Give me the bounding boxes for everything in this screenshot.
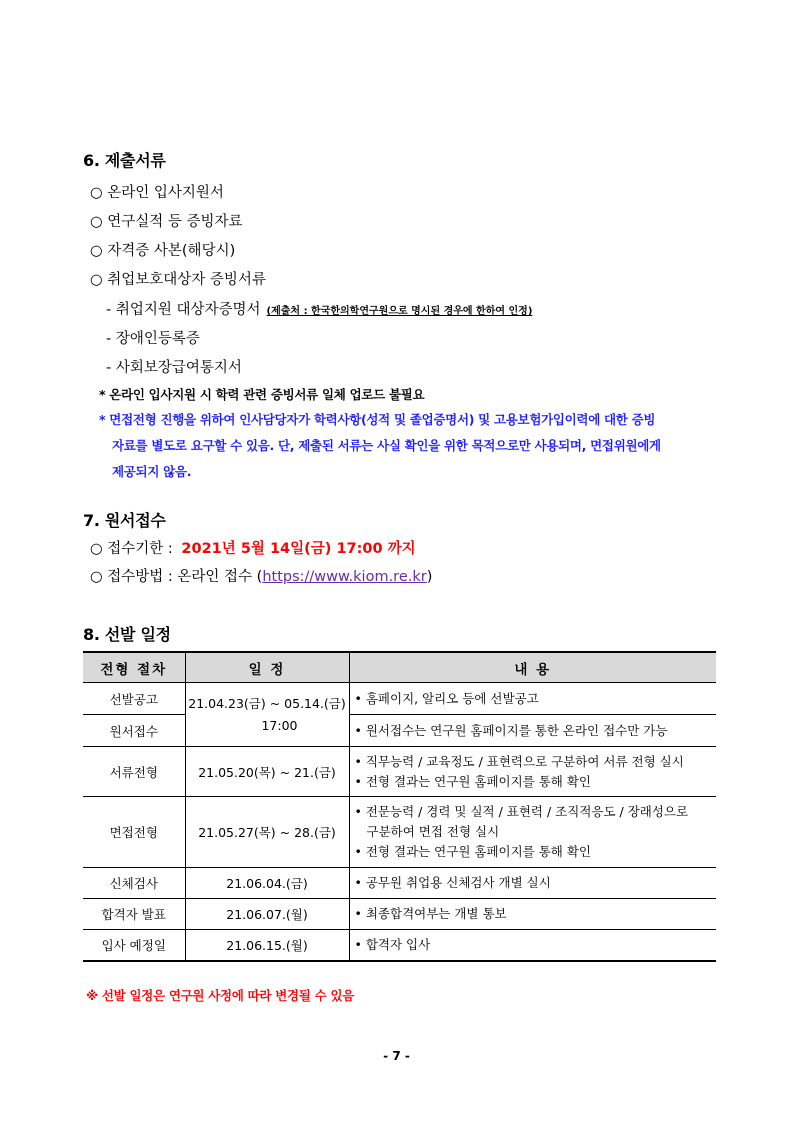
content-cell [349,899,716,930]
application-period-value: 2021년 5월 14일(금) 17:00 까지 [181,541,416,557]
page-number: - 7 - [383,1049,410,1063]
table-row [83,899,716,930]
table-row [83,715,716,747]
date-line: 21.04.23(금) ~ 05.14.(금) [188,695,346,711]
subitem-certificate-note: (제출처 : 한국한의학연구원으로 명시된 경우에 한하여 인정) [266,306,533,317]
date-cell: 21.06.15.(월) [185,930,349,961]
content-line: • 전형 결과는 연구원 홈페이지를 통해 확인 [354,844,591,859]
application-period-label: ○ 접수기한 : [90,541,173,557]
content-line: • 합격자 입사 [354,936,431,952]
submission-item-research: ○ 연구실적 등 증빙자료 [90,214,243,230]
note-interview-line1: * 면접전형 진행을 위하여 인사담당자가 학력사항(성적 및 졸업증명서) 및 고용보험가입이력에 대한 증빙 [99,412,656,427]
date-line-time: 17:00 [261,717,298,733]
content-cell [349,797,716,868]
submission-item-protection: ○ 취업보호대상자 증빙서류 [90,272,266,288]
date-cell [185,683,349,747]
content-line: • 홈페이지, 알리오 등에 선발공고 [354,690,539,706]
selection-schedule-table [83,651,716,962]
table-row [83,797,716,868]
schedule-footnote: ※ 선발 일정은 연구원 사정에 따라 변경될 수 있음 [86,988,354,1003]
date-cell: 21.06.04.(금) [185,868,349,899]
application-method-close: ) [426,569,433,585]
date-cell: 21.05.27(목) ~ 28.(금) [185,797,349,868]
content-line: • 최종합격여부는 개별 통보 [354,906,507,921]
section-6-title: 6. 제출서류 [83,151,166,170]
content-line: • 공무원 취업용 신체검사 개별 실시 [354,875,551,890]
application-method-label: ○ 접수방법 : 온라인 접수 ( [90,569,263,585]
content-cell [349,868,716,899]
content-cell [349,747,716,797]
content-line: 구분하여 면접 전형 실시 [366,824,500,839]
table-header-row [83,652,716,683]
note-interview-line3: 제공되지 않음. [112,464,192,479]
application-method [90,565,432,586]
note-upload: * 온라인 입사지원 시 학력 관련 증빙서류 일체 업로드 불필요 [99,387,425,402]
section-8-title: 8. 선발 일정 [83,625,171,644]
content-line: • 전형 결과는 연구원 홈페이지를 통해 확인 [354,773,591,789]
step-cell: 면접전형 [83,797,185,868]
content-line: • 전문능력 / 경력 및 실적 / 표현력 / 조직적응도 / 장래성으로 [354,804,689,819]
kiom-website-link[interactable]: https://www.kiom.re.kr [262,569,427,585]
table-row [83,930,716,961]
content-line: • 원서접수는 연구원 홈페이지를 통한 온라인 접수만 가능 [354,722,668,738]
content-cell [349,715,716,747]
subitem-welfare: - 사회보장급여통지서 [106,360,242,376]
table-row [83,868,716,899]
step-cell: 합격자 발표 [83,899,185,930]
content-cell [349,683,716,715]
date-cell: 21.06.07.(월) [185,899,349,930]
content-line: • 직무능력 / 교육정도 / 표현력으로 구분하여 서류 전형 실시 [354,753,684,769]
header-step: 전형 절차 [83,652,185,683]
submission-item-application: ○ 온라인 입사지원서 [90,185,224,201]
step-cell: 입사 예정일 [83,930,185,961]
subitem-disability: - 장애인등록증 [106,331,200,347]
header-date: 일 정 [185,652,349,683]
application-period [90,537,416,558]
submission-item-license: ○ 자격증 사본(해당시) [90,243,236,259]
step-cell: 서류전형 [83,747,185,797]
content-cell [349,930,716,961]
step-cell: 신체검사 [83,868,185,899]
table-row [83,683,716,715]
section-7-title: 7. 원서접수 [83,511,166,530]
date-cell: 21.05.20(목) ~ 21.(금) [185,747,349,797]
note-interview-line2: 자료를 별도로 요구할 수 있음. 단, 제출된 서류는 사실 확인을 위한 목적으로만 사용되며, 면접위원에게 [112,438,661,453]
subitem-certificate-label: - 취업지원 대상자증명서 [106,302,261,318]
subitem-certificate [106,298,532,319]
step-cell: 선발공고 [83,683,185,715]
table-row [83,747,716,797]
header-content: 내 용 [349,652,716,683]
step-cell: 원서접수 [83,715,185,747]
